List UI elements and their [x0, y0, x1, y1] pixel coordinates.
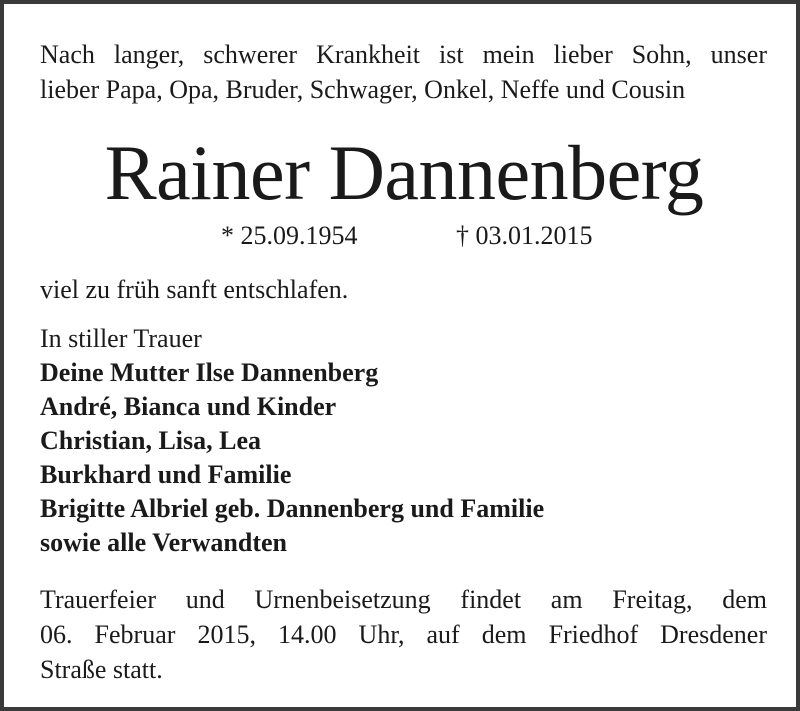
mourner-line: Burkhard und Familie: [40, 460, 292, 489]
mourner-line: sowie alle Verwandten: [40, 528, 287, 557]
mourner-line: Christian, Lisa, Lea: [40, 426, 262, 455]
mourner-line: Deine Mutter Ilse Dannenberg: [40, 358, 379, 387]
death-date: † 03.01.2015: [456, 221, 593, 250]
service-line-2: 06. Februar 2015, 14.00 Uhr, auf dem Friedhof Dresdener: [40, 620, 767, 649]
intro-line-1: Nach langer, schwerer Krankheit ist mein lieber Sohn, unser: [40, 40, 767, 69]
passing-text: viel zu früh sanft entschlafen.: [40, 275, 349, 304]
mourners-block: [40, 322, 767, 560]
mourner-line: André, Bianca und Kinder: [40, 392, 337, 421]
birth-date: * 25.09.1954: [221, 221, 358, 250]
service-details: [40, 582, 767, 687]
service-line-1: Trauerfeier und Urnenbeisetzung findet am Freitag, dem: [40, 585, 767, 614]
deceased-name: Rainer Dannenberg: [104, 129, 704, 216]
service-line-3: Straße statt.: [40, 655, 163, 684]
intro-text: [40, 37, 767, 107]
mourner-line: Brigitte Albriel geb. Dannenberg und Familie: [40, 494, 545, 523]
intro-line-2: lieber Papa, Opa, Bruder, Schwager, Onkel, Neffe und Cousin: [40, 75, 686, 104]
mourning-intro: In stiller Trauer: [40, 324, 202, 353]
